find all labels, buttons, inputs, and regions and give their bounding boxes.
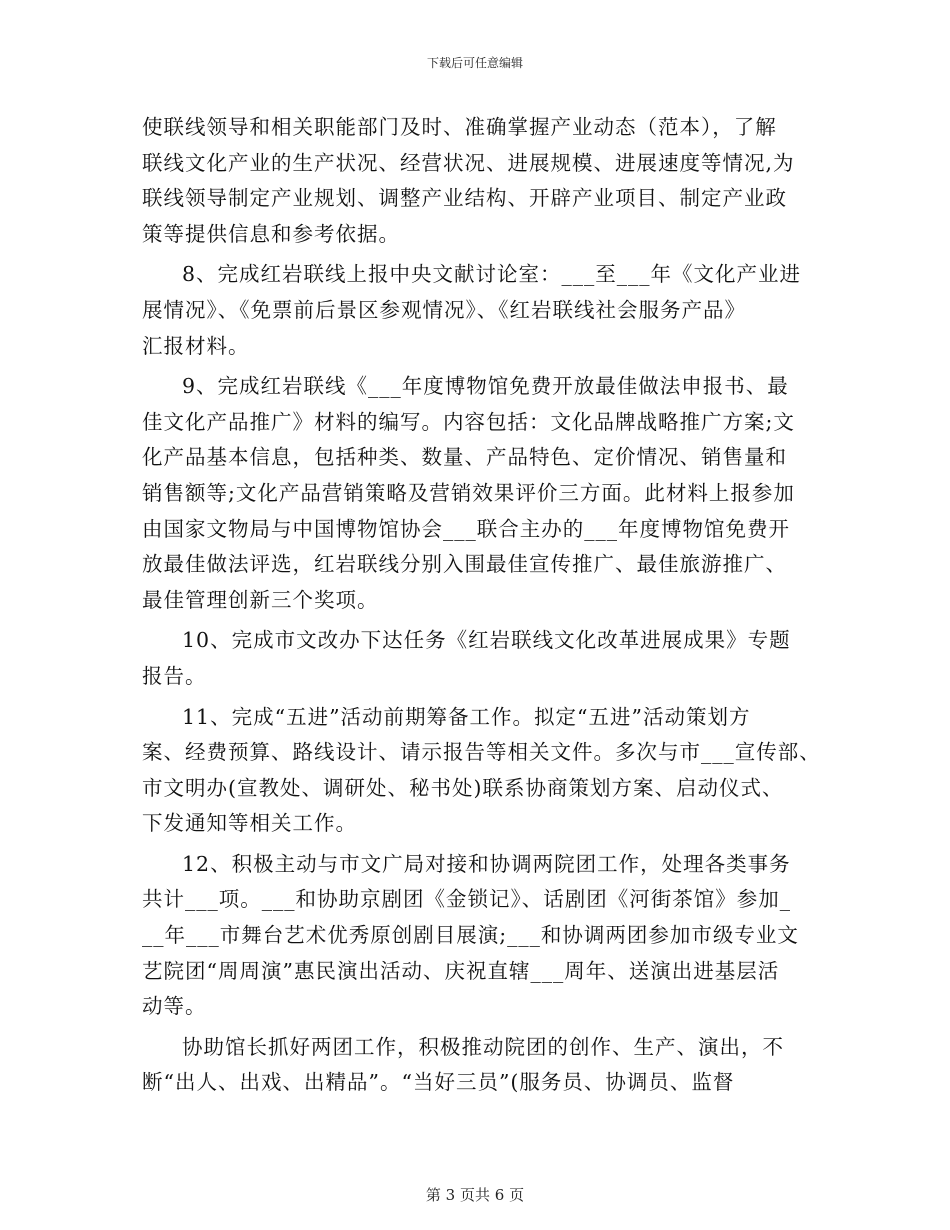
text-line: 案、经费预算、路线设计、请示报告等相关文件。多次与市___宣传部、 (142, 740, 821, 765)
text-line: 共计___项。___和协助京剧团《金锁记》、话剧团《河街茶馆》参加_ (142, 887, 791, 912)
text-line: 12、积极主动与市文广局对接和协调两院团工作，处理各类事务 (182, 851, 791, 876)
text-line: 动等。 (142, 994, 207, 1019)
text-line: 8、完成红岩联线上报中央文献讨论室：___至___年《文化产业进 (182, 262, 802, 287)
document-body (142, 110, 822, 1101)
text-line: 使联线领导和相关职能部门及时、准确掌握产业动态（范本），了解 (142, 115, 777, 139)
text-line: 下发通知等相关工作。 (142, 811, 357, 836)
text-line: 由国家文物局与中国博物馆协会___联合主办的___年度博物馆免费开 (142, 516, 790, 541)
text-line: 联线领导制定产业规划、调整产业结构、开辟产业项目、制定产业政 (142, 186, 787, 211)
text-line: 9、完成红岩联线《___年度博物馆免费开放最佳做法申报书、最 (182, 374, 789, 399)
text-line: __年___市舞台艺术优秀原创剧目展演;___和协调两团参加市级专业文 (142, 923, 799, 948)
text-line: 销售额等;文化产品营销策略及营销效果评价三方面。此材料上报参加 (142, 480, 795, 505)
text-line: 10、完成市文改办下达任务《红岩联线文化改革进展成果》专题 (182, 628, 791, 653)
text-line: 艺院团“周周演”惠民演出活动、庆祝直辖___周年、送演出进基层活 (142, 958, 780, 983)
text-line: 联线文化产业的生产状况、经营状况、进展规模、进展速度等情况,为 (142, 150, 795, 175)
text-line: 11、完成“五进”活动前期筹备工作。拟定“五进”活动策划方 (182, 704, 751, 729)
text-line: 最佳管理创新三个奖项。 (142, 587, 379, 612)
text-line: 策等提供信息和参考依据。 (142, 221, 400, 246)
page-header: 下载后可任意编辑 (426, 56, 523, 70)
text-line: 化产品基本信息，包括种类、数量、产品特色、定价情况、销售量和 (142, 445, 787, 470)
text-line: 市文明办(宣教处、调研处、秘书处)联系协商策划方案、启动仪式、 (142, 775, 784, 800)
text-line: 展情况》、《免票前后景区参观情况》、《红岩联线社会服务产品》 (142, 297, 746, 322)
text-line: 协助馆长抓好两团工作，积极推动院团的创作、生产、演出，不 (182, 1034, 784, 1059)
text-line: 汇报材料。 (142, 333, 250, 358)
text-line: 断“出人、出戏、出精品”。“当好三员”(服务员、协调员、监督 (142, 1070, 735, 1095)
text-line: 报告。 (142, 663, 207, 688)
page-footer: 第 3 页共 6 页 (425, 1186, 525, 1204)
text-line: 佳文化产品推广》材料的编写。内容包括：文化品牌战略推广方案;文 (142, 409, 795, 434)
text-line: 放最佳做法评选，红岩联线分别入围最佳宣传推广、最佳旅游推广、 (142, 552, 787, 577)
